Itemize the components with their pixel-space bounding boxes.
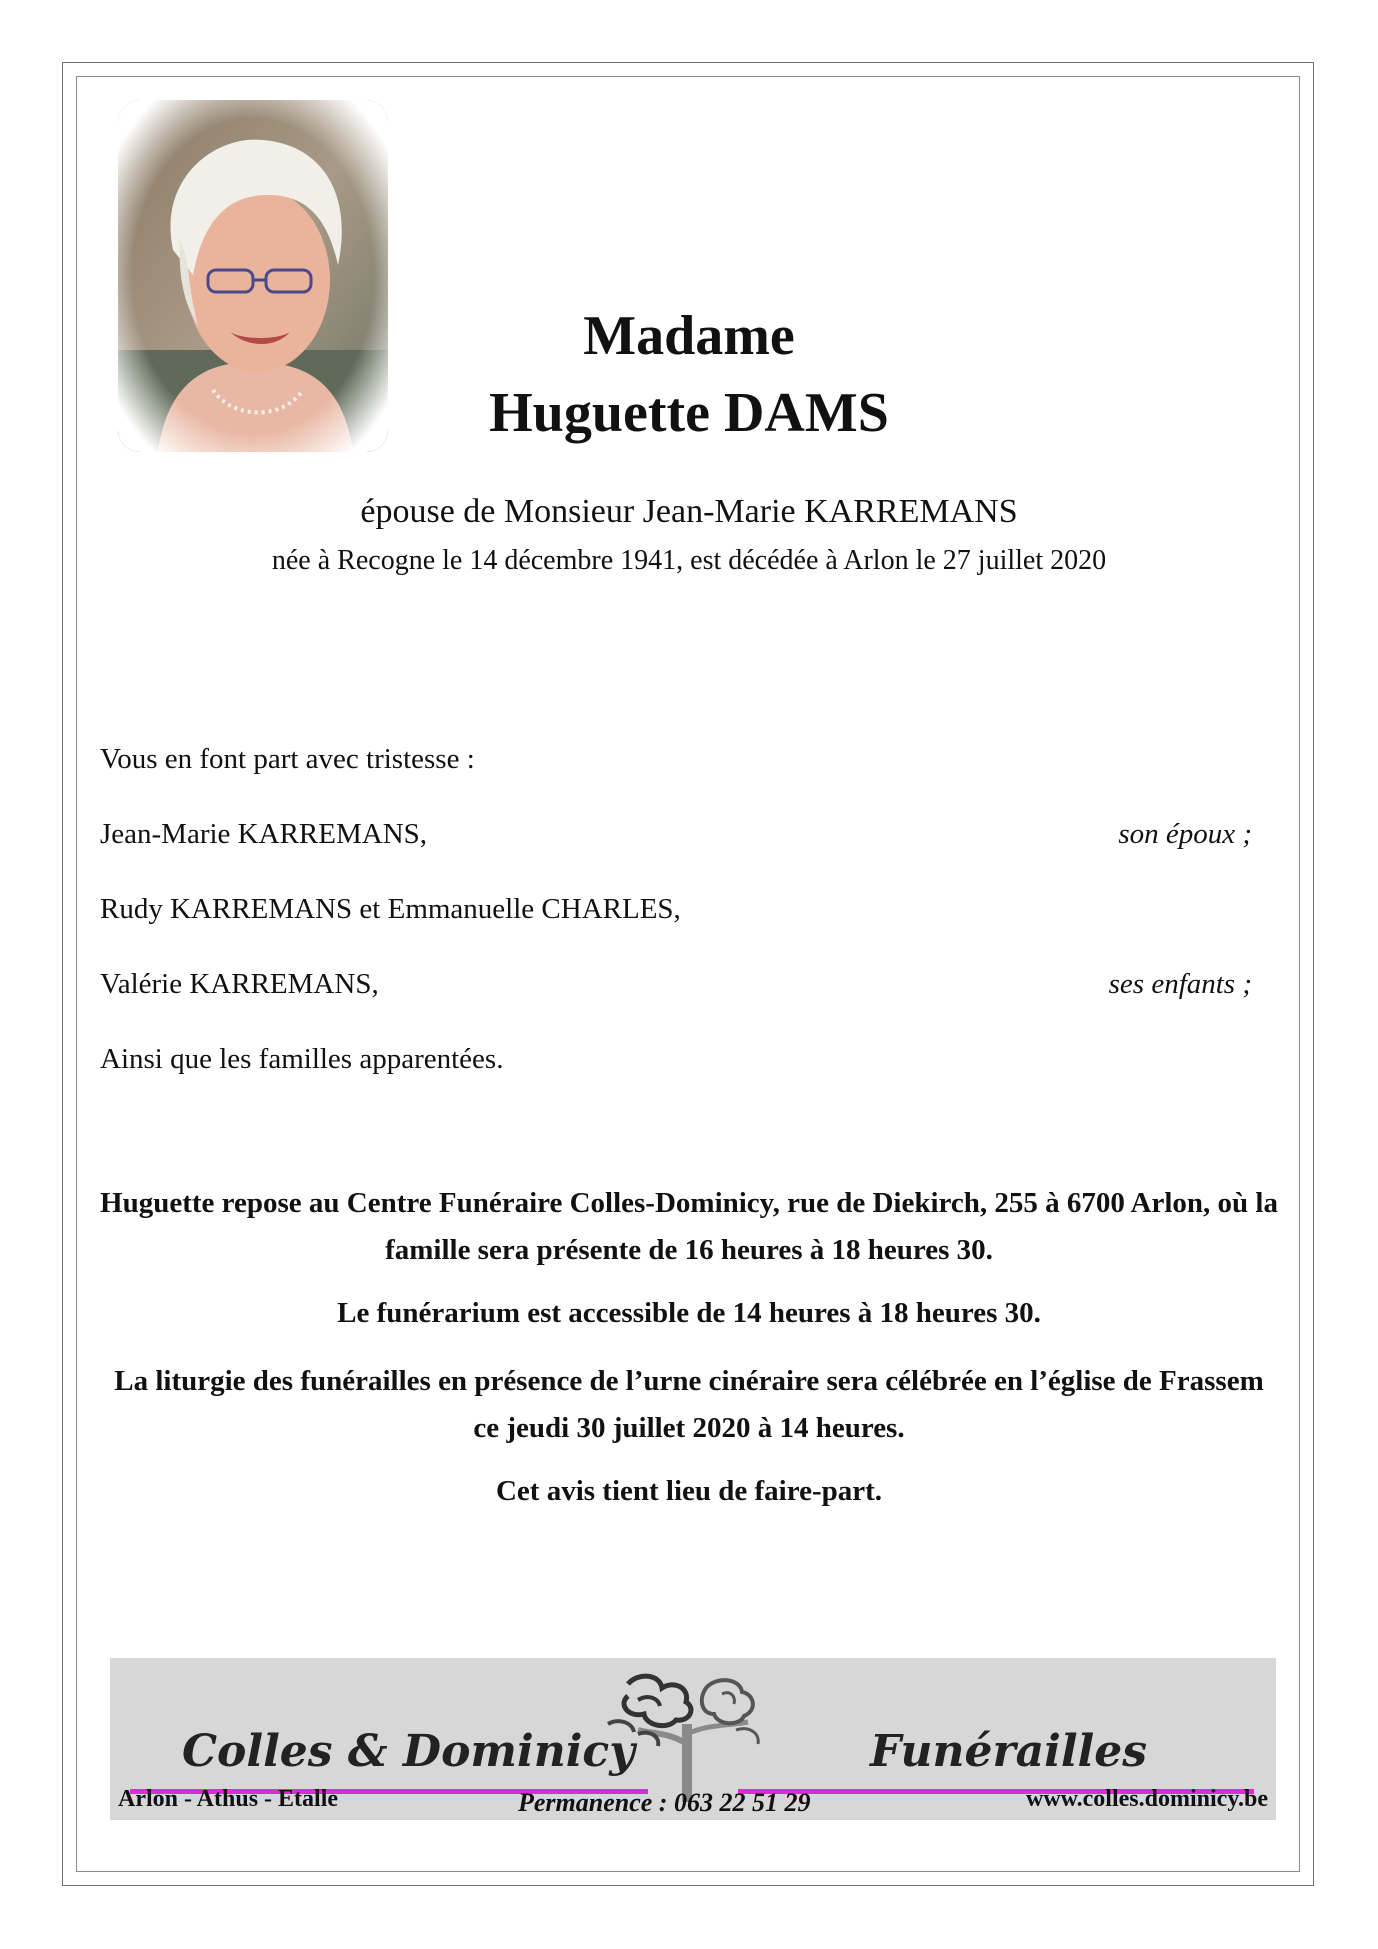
family-intro: Vous en font part avec tristesse : xyxy=(100,743,475,775)
honorific: Madame xyxy=(583,305,795,367)
dates-line: née à Recogne le 14 décembre 1941, est décédée à Arlon le 27 juillet 2020 xyxy=(271,545,1107,576)
family-row xyxy=(100,970,1252,999)
permanence-phone: Permanence : 063 22 51 29 xyxy=(518,1788,811,1817)
family-names: Rudy KARREMANS et Emmanuelle CHARLES, xyxy=(100,893,681,925)
family-role: son époux ; xyxy=(1118,818,1252,850)
deceased-name: Huguette DAMS xyxy=(489,382,889,444)
faire-part-notice: Cet avis tient lieu de faire-part. xyxy=(495,1475,883,1507)
family-row xyxy=(100,820,1252,849)
family-role: ses enfants ; xyxy=(1108,968,1252,1000)
family-names: Jean-Marie KARREMANS, xyxy=(100,818,428,850)
liturgy-announcement: La liturgie des funérailles en présence de l’urne cinéraire sera célébrée en l’église de Frassem ce jeudi 30 juillet 2020 à 14 heures. xyxy=(114,1365,1264,1444)
brand-left: Colles & Dominicy xyxy=(182,1726,635,1777)
tree-icon xyxy=(598,1664,778,1804)
funeral-home-banner xyxy=(110,1658,1276,1820)
locations: Arlon - Athus - Etalle xyxy=(118,1786,339,1812)
funerarium-announcement: Le funérarium est accessible de 14 heures à 18 heures 30. xyxy=(337,1297,1041,1329)
rest-announcement: Huguette repose au Centre Funéraire Colles-Dominicy, rue de Diekirch, 255 à 6700 Arlon, où la famille sera présente de 16 heures à 18 heures 30. xyxy=(100,1187,1278,1266)
spouse-line: épouse de Monsieur Jean-Marie KARREMANS xyxy=(360,493,1018,530)
brand-right: Funérailles xyxy=(870,1726,1148,1777)
family-outro: Ainsi que les familles apparentées. xyxy=(100,1043,504,1075)
family-names: Valérie KARREMANS, xyxy=(100,968,379,1000)
family-row xyxy=(100,895,1252,924)
website: www.colles.dominicy.be xyxy=(1025,1786,1268,1812)
